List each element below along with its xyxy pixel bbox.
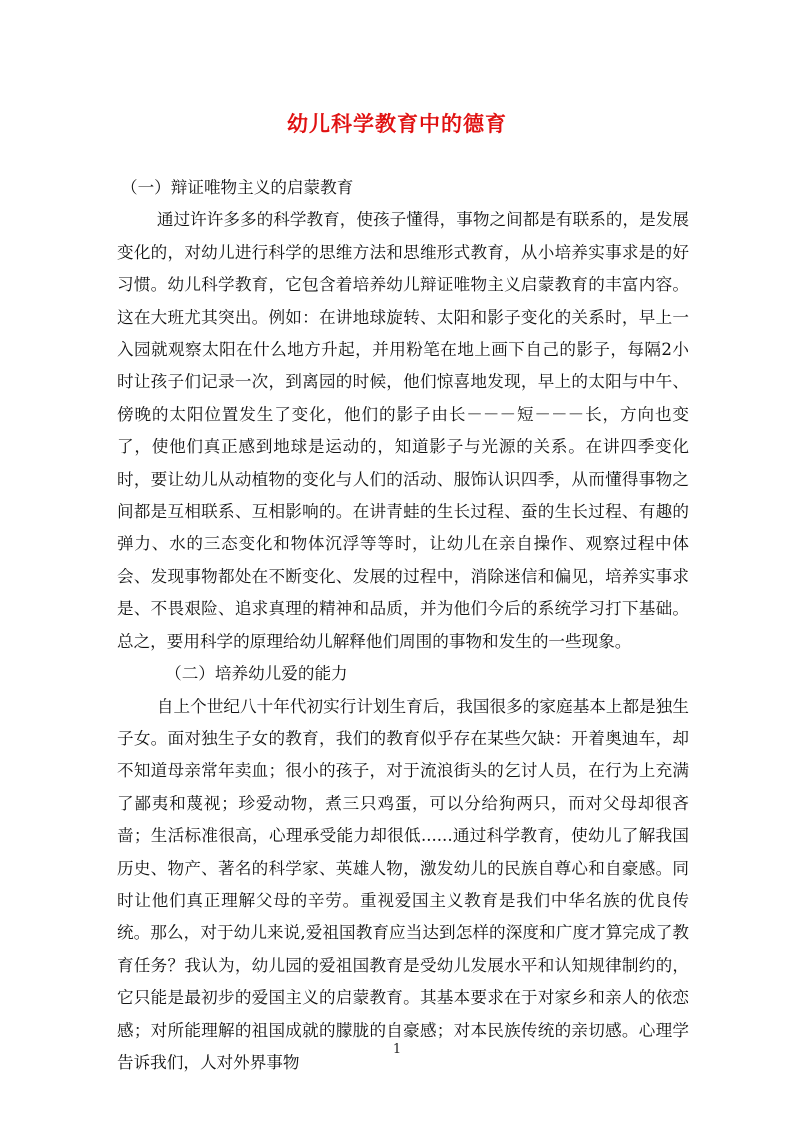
document-body [117,172,689,1079]
document-title: 幼儿科学教育中的德育 [287,111,507,136]
section-paragraph-1: 通过许许多多的科学教育，使孩子懂得，事物之间都是有联系的，是发展变化的，对幼儿进行科学的思维方法和思维形式教育，从小培养实事求是的好习惯。幼儿科学教育，它包含着培养幼儿辩证唯物主义启蒙教育的丰富内容。这在大班尤其突出。例如：在讲地球旋转、太阳和影子变化的关系时，早上一入园就观察太阳在什么地方升起，并用粉笔在地上画下自己的影子，每隔2小时让孩子们记录一次，到离园的时候，他们惊喜地发现，早上的太阳与中午、傍晚的太阳位置发生了变化，他们的影子由长－－－短－－－长，方向也变了，使他们真正感到地球是运动的，知道影子与光源的关系。在讲四季变化时，要让幼儿从动植物的变化与人们的活动、服饰认识四季，从而懂得事物之间都是互相联系、互相影响的。在讲青蛙的生长过程、蚕的生长过程、有趣的弹力、水的三态变化和物体沉浮等等时，让幼儿在亲自操作、观察过程中体会、发现事物都处在不断变化、发展的过程中，消除迷信和偏见，培养实事求是、不畏艰险、追求真理的精神和品质，并为他们今后的系统学习打下基础。总之，要用科学的原理给幼儿解释他们周围的事物和发生的一些现象。 [117,210,689,651]
section-paragraph-2: 自上个世纪八十年代初实行计划生育后，我国很多的家庭基本上都是独生子女。面对独生子女的教育，我们的教育似乎存在某些欠缺：开着奥迪车，却不知道母亲常年卖血；很小的孩子，对于流浪街头的乞讨人员，在行为上充满了鄙夷和蔑视；珍爱动物，煮三只鸡蛋，可以分给狗两只，而对父母却很吝啬；生活标准很高，心理承受能力却很低......通过科学教育，使幼儿了解我国历史、物产、著名的科学家、英雄人物，激发幼儿的民族自尊心和自豪感。同时让他们真正理解父母的辛劳。重视爱国主义教育是我们中华名族的优良传统。那么，对于幼儿来说,爱祖国教育应当达到怎样的深度和广度才算完成了教育任务？我认为，幼儿园的爱祖国教育是受幼儿发展水平和认知规律制约的，它只能是最初步的爱国主义的启蒙教育。其基本要求在于对家乡和亲人的依恋感；对所能理解的祖国成就的朦胧的自豪感；对本民族传统的亲切感。心理学告诉我们，人对外界事物 [117,696,689,1072]
page-number: 1 [392,1042,402,1057]
section-heading-1: （一）辩证唯物主义的启蒙教育 [121,178,354,197]
section-heading-2: （二）培养幼儿爱的能力 [165,664,348,684]
